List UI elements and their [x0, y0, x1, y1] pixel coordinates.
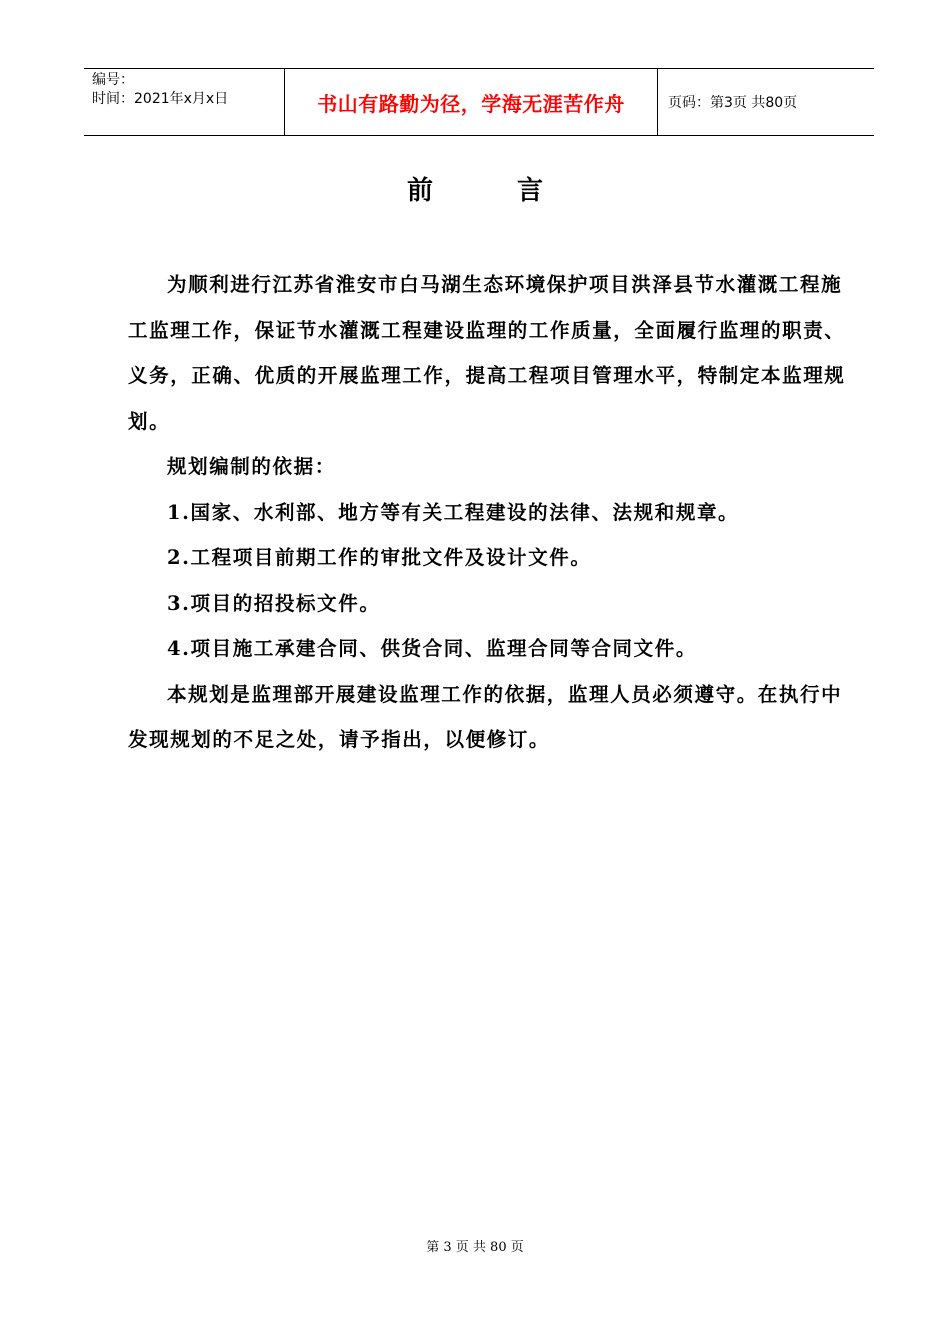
document-body [128, 262, 848, 763]
page-header [84, 68, 874, 136]
basis-item-3: 3.项目的招投标文件。 [167, 591, 381, 615]
intro-paragraph: 为顺利进行江苏省淮安市白马湖生态环境保护项目洪泽县节水灌溉工程施工监理工作，保证节水灌溉工程建设监理的工作质量，全面履行监理的职责、义务，正确、优质的开展监理工作，提高工程项目管理水平，特制定本监理规划。 [128, 273, 846, 433]
basis-item-1: 1.国家、水利部、地方等有关工程建设的法律、法规和规章。 [167, 500, 740, 524]
header-page-info: 页码：第3页 共80页 [668, 95, 798, 111]
page-footer: 第 3 页 共 80 页 [426, 1240, 524, 1255]
document-number-label: 编号： [92, 72, 134, 88]
basis-item-4: 4.项目施工承建合同、供货合同、监理合同等合同文件。 [167, 637, 697, 660]
basis-item-2: 2.工程项目前期工作的审批文件及设计文件。 [167, 546, 592, 569]
header-motto: 书山有路勤为径，学海无涯苦作舟 [285, 69, 658, 135]
header-meta-cell [84, 69, 285, 135]
document-title: 前言 [406, 176, 627, 206]
closing-paragraph: 本规划是监理部开展建设监理工作的依据，监理人员必须遵守。在执行中发现规划的不足之处，请予指出，以便修订。 [128, 682, 843, 751]
basis-heading: 规划编制的依据： [167, 455, 336, 478]
document-date: 时间：2021年x月x日 [92, 91, 229, 107]
